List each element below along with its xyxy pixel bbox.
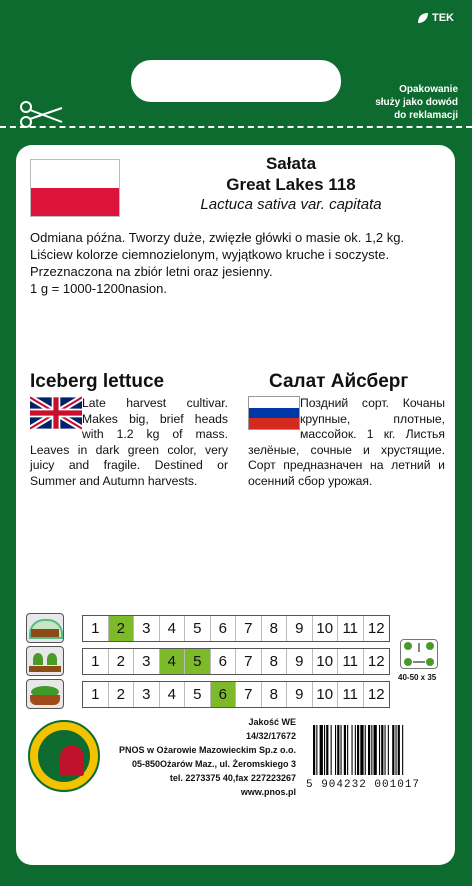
tek-logo xyxy=(417,12,454,24)
month-cell: 11 xyxy=(338,682,364,707)
pnos-logo xyxy=(28,720,100,792)
month-cell: 4 xyxy=(160,649,186,674)
harvest-icon xyxy=(26,679,64,709)
description-pl: Odmiana późna. Tworzy duże, zwięzłe główki o masie ok. 1,2 kg. Liściew kolorze ciemnozielonym, wyjątkowo kruche i soczyste. Przeznaczona na zbiór letni oraz jesienny. 1 g = 1000-1200nasion. xyxy=(30,230,405,296)
calendar-row-harvest xyxy=(26,679,390,709)
month-cell: 11 xyxy=(338,616,364,641)
month-cell: 12 xyxy=(367,685,385,703)
month-cell: 10 xyxy=(313,649,339,674)
month-cells xyxy=(82,615,390,642)
uk-flag-icon xyxy=(30,396,82,430)
month-cell: 5 xyxy=(185,616,211,641)
month-cell: 9 xyxy=(287,682,313,707)
spacing-icon xyxy=(400,639,438,669)
month-cell: 5 xyxy=(185,649,211,674)
sowing-greenhouse-icon xyxy=(26,613,64,643)
calendar-row-planting xyxy=(26,646,390,676)
month-cell: 11 xyxy=(338,649,364,674)
month-cell: 3 xyxy=(134,616,160,641)
month-cell: 12 xyxy=(367,619,385,637)
month-cell: 7 xyxy=(236,649,262,674)
month-cell: 3 xyxy=(134,682,160,707)
barcode-digits: 5 904232 001017 xyxy=(306,779,421,791)
heading-en: Iceberg lettuce xyxy=(30,371,165,392)
lot-code: 14/32/17672 xyxy=(245,731,296,741)
company-name: PNOS w Ożarowie Mazowieckim Sp.z o.o. xyxy=(118,745,296,755)
product-title xyxy=(136,153,446,214)
month-cell: 4 xyxy=(160,616,186,641)
month-cell: 10 xyxy=(313,616,339,641)
month-cell: 2 xyxy=(109,616,135,641)
barcode xyxy=(311,725,443,777)
planting-icon xyxy=(26,646,64,676)
poland-flag xyxy=(30,159,120,217)
description-en: Late harvest cultivar. Makes big, brief heads with 1.2 kg of mass. Leaves in dark green color, very juicy and fragile. Destined or Summer and Autumn harvests. xyxy=(30,396,228,488)
month-cell: 6 xyxy=(211,682,237,707)
month-cell: 12 xyxy=(367,652,385,670)
product-name: Sałata xyxy=(265,154,317,173)
company-address: 05-850Ożarów Maz., ul. Żeromskiego 3 xyxy=(131,759,296,769)
month-cell: 4 xyxy=(160,682,186,707)
company-website: www.pnos.pl xyxy=(240,787,296,797)
month-cell: 1 xyxy=(83,649,109,674)
month-cell: 7 xyxy=(236,682,262,707)
leaf-icon xyxy=(417,12,429,24)
month-cell: 9 xyxy=(287,649,313,674)
calendar-row-sowing xyxy=(26,613,390,643)
month-cell: 6 xyxy=(211,616,237,641)
month-cell: 2 xyxy=(109,682,135,707)
seed-count: 1 g = 1000-1200nasion. xyxy=(30,281,167,296)
month-cell: 2 xyxy=(109,649,135,674)
info-card xyxy=(16,145,455,865)
company-phone: tel. 2273375 40,fax 227223267 xyxy=(169,773,296,783)
heading-ru: Салат Айсберг xyxy=(269,371,409,392)
description-ru: Поздний сорт. Кочаны крупные, плотные, массойок. 1 кг. Листья зелёные, сочные и хрустящие. Сорт предназначен на летний и осенний сбор урожая. xyxy=(248,396,445,488)
month-cell: 1 xyxy=(83,682,109,707)
month-cell: 8 xyxy=(262,616,288,641)
latin-name: Lactuca sativa var. capitata xyxy=(200,196,382,213)
month-cell: 3 xyxy=(134,649,160,674)
month-cell: 1 xyxy=(83,616,109,641)
spacing-label: 40-50 x 35 xyxy=(398,673,437,682)
month-cell: 10 xyxy=(313,682,339,707)
russia-flag-icon xyxy=(248,396,300,430)
cut-line xyxy=(0,126,472,128)
month-cell: 7 xyxy=(236,616,262,641)
hang-hole xyxy=(131,60,341,102)
reclamation-note: Opakowanie służy jako dowód do reklamacji xyxy=(375,84,458,121)
month-cell: 6 xyxy=(211,649,237,674)
month-cell: 8 xyxy=(262,649,288,674)
product-variety: Great Lakes 118 xyxy=(226,175,356,194)
month-cell: 5 xyxy=(185,682,211,707)
company-info xyxy=(100,715,296,799)
month-cells xyxy=(82,681,390,708)
month-cell: 9 xyxy=(287,616,313,641)
tek-label: TEK xyxy=(432,12,454,24)
quality-label: Jakość WE xyxy=(248,717,296,727)
month-cells xyxy=(82,648,390,675)
month-cell: 8 xyxy=(262,682,288,707)
